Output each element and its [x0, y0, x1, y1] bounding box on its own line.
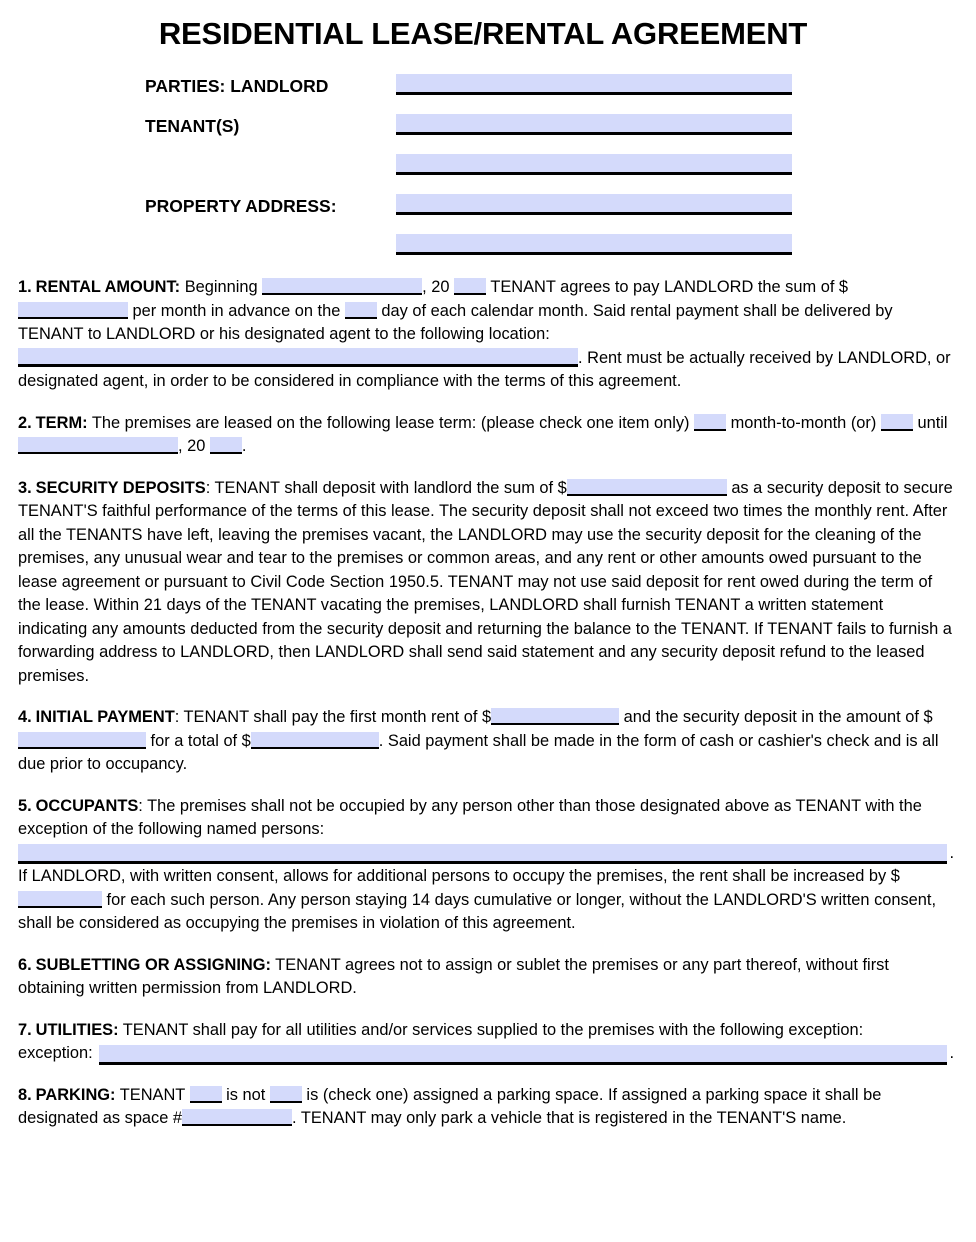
security-deposit-amount-input[interactable]: [567, 479, 727, 496]
property-address-input-2[interactable]: [396, 234, 792, 255]
section-4-text-1: : TENANT shall pay the first month rent of $: [174, 708, 492, 727]
section-3-number: 3.: [18, 478, 32, 497]
section-2-text-3: until: [912, 413, 948, 432]
section-7-text-1: TENANT shall pay for all utilities and/or services supplied to the premises with the following exception:: [118, 1020, 864, 1039]
section-1-text-6: . Rent must be actually received by LANDLORD, or designated agent, in order to be considered in compliance with the terms of this agreement.: [18, 348, 951, 391]
section-2-heading: TERM:: [35, 413, 88, 432]
section-8-number: 8.: [18, 1085, 32, 1104]
parking-space-number-input[interactable]: [182, 1109, 292, 1126]
parties-row-tenant-extra: [145, 154, 792, 180]
section-4-text-4: . Said payment shall be made in the form of cash or cashier's check and is all due prior to occupancy.: [18, 731, 939, 774]
section-2-text-5: .: [241, 437, 247, 456]
section-5-period: .: [949, 843, 954, 862]
section-8-text-1: TENANT: [115, 1085, 190, 1104]
section-5-intro: [18, 795, 954, 842]
landlord-name-input[interactable]: [396, 74, 792, 95]
parking-is-not-checkbox[interactable]: [190, 1086, 222, 1103]
parties-label-blank-1: [145, 154, 396, 155]
section-5-text-4: for each such person. Any person staying 14 days cumulative or longer, without the LANDLORD'S written consent, shall be considered as occupying the premises in violation of this agreement.: [18, 890, 937, 933]
parties-label-property-address: PROPERTY ADDRESS:: [145, 195, 337, 216]
occupants-named-persons-input[interactable]: [18, 844, 947, 864]
rental-due-day-input[interactable]: [345, 302, 377, 319]
section-4-number: 4.: [18, 708, 32, 727]
section-7-exception-label: exception:: [18, 1044, 93, 1063]
section-1-rental-amount: [18, 276, 954, 394]
section-7-heading: UTILITIES:: [35, 1020, 119, 1039]
section-1-number: 1.: [18, 278, 32, 297]
section-4-heading: INITIAL PAYMENT: [35, 708, 175, 727]
section-5-occupants: [18, 795, 954, 936]
section-4-text-2: and the security deposit in the amount of $: [619, 708, 933, 727]
section-5-heading: OCCUPANTS: [35, 796, 139, 815]
section-4-text-3: for a total of $: [146, 731, 251, 750]
section-3-text-1: : TENANT shall deposit with landlord the sum of $: [205, 478, 567, 497]
initial-total-input[interactable]: [251, 732, 379, 749]
section-6-text-1: TENANT agrees not to assign or sublet the premises or any part thereof, without first obtaining written permission from LANDLORD.: [18, 955, 889, 998]
section-1-text-3: TENANT agrees to pay LANDLORD the sum of $: [486, 278, 849, 297]
section-8-text-2: is not: [221, 1085, 270, 1104]
parties-row-property-address: [145, 194, 792, 220]
section-2-text-4: , 20: [178, 437, 210, 456]
term-fixed-checkbox[interactable]: [881, 414, 913, 431]
tenant-name-input[interactable]: [396, 114, 792, 135]
term-end-date-input[interactable]: [18, 437, 178, 454]
section-2-number: 2.: [18, 413, 32, 432]
section-7-exception-row: [18, 1042, 954, 1066]
occupant-increase-amount-input[interactable]: [18, 891, 102, 908]
rental-year-input[interactable]: [454, 278, 486, 295]
utilities-exception-input[interactable]: [99, 1045, 948, 1065]
parties-label-tenant: TENANT(S): [145, 115, 240, 136]
section-6-heading: SUBLETTING OR ASSIGNING:: [35, 955, 271, 974]
page-title: RESIDENTIAL LEASE/RENTAL AGREEMENT: [158, 16, 808, 51]
section-6-number: 6.: [18, 955, 32, 974]
section-2-text-1: The premises are leased on the following lease term: (please check one item only): [87, 413, 695, 432]
section-7-intro: [18, 1019, 954, 1043]
tenant-name-input-2[interactable]: [396, 154, 792, 175]
rental-beginning-date-input[interactable]: [262, 278, 422, 295]
rental-amount-input[interactable]: [18, 302, 128, 319]
parties-label-blank-2: [145, 234, 396, 235]
section-7-number: 7.: [18, 1020, 32, 1039]
parties-row-landlord: [145, 74, 792, 100]
initial-security-deposit-input[interactable]: [18, 732, 146, 749]
section-3-security-deposits: [18, 477, 954, 689]
parties-row-tenant: [145, 114, 792, 140]
section-4-initial-payment: [18, 706, 954, 777]
section-2-text-2: month-to-month (or): [726, 413, 881, 432]
parties-row-property-address-extra: [145, 234, 792, 260]
section-7-period: .: [949, 1044, 954, 1063]
section-1-heading: RENTAL AMOUNT:: [35, 278, 181, 297]
section-7-utilities: [18, 1019, 954, 1066]
term-month-to-month-checkbox[interactable]: [694, 414, 726, 431]
section-1-text-2: , 20: [422, 278, 455, 297]
section-1-text-5: day of each calendar month. Said rental payment shall be delivered by TENANT to LANDLORD or his designated agent to the following location:: [18, 301, 893, 344]
first-month-rent-input[interactable]: [491, 708, 619, 725]
section-1-text-4: per month in advance on the: [128, 301, 345, 320]
section-8-text-4: . TENANT may only park a vehicle that is registered in the TENANT'S name.: [292, 1109, 847, 1128]
section-3-text-2: as a security deposit to secure TENANT'S faithful performance of the terms of this lease. The security deposit shall not exceed two times the monthly rent. After all the TENANTS have left, leaving the premises vacant, the LANDLORD may use the security deposit for the cleaning of the premises, any unusual wear and tear to the premises or common areas, and any rent or other amounts owed pursuant to the lease agreement or pursuant to Civil Code Section 1950.5. TENANT may not use said deposit for rent owed during the term of the lease. Within 21 days of the TENANT vacating the premises, LANDLORD shall furnish TENANT a written statement indicating any amounts deducted from the security deposit and returning the balance to the TENANT. If TENANT fails to furnish a forwarding address to LANDLORD, then LANDLORD shall send said statement and any security deposit refund to the leased premises.: [18, 478, 953, 685]
section-5-text-1: : The premises shall not be occupied by any person other than those designated above as TENANT with the exception of the following named persons:: [18, 796, 922, 839]
section-8-heading: PARKING:: [35, 1085, 116, 1104]
term-end-year-input[interactable]: [210, 437, 242, 454]
section-8-text-3: is (check one) assigned a parking space. If assigned a parking space it shall be designated as space #: [18, 1085, 882, 1128]
section-3-heading: SECURITY DEPOSITS: [35, 478, 206, 497]
section-1-text-1: Beginning: [180, 278, 263, 297]
section-5-number: 5.: [18, 796, 32, 815]
section-5-outro: [18, 865, 954, 936]
property-address-input[interactable]: [396, 194, 792, 215]
document-page: [0, 16, 976, 1242]
payment-location-input[interactable]: [18, 348, 578, 367]
section-2-term: [18, 412, 954, 459]
section-6-subletting: [18, 954, 954, 1001]
document-body: [0, 276, 976, 1131]
section-5-text-3: If LANDLORD, with written consent, allows for additional persons to occupy the premises, the rent shall be increased by $: [18, 867, 900, 886]
parties-header-block: [0, 74, 976, 260]
parties-label-landlord: PARTIES: LANDLORD: [145, 75, 329, 96]
section-5-named-persons-row: [18, 842, 954, 866]
parking-is-checkbox[interactable]: [270, 1086, 302, 1103]
section-8-parking: [18, 1084, 954, 1131]
